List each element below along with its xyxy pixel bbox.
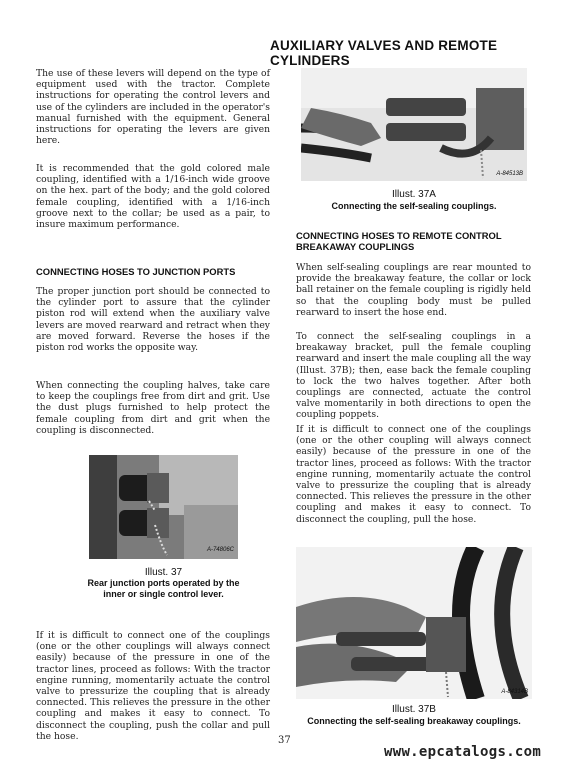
intro-paragraph: The use of these levers will depend on the type of equipment used with the tractor. Complete instructions for operating the control levers and use of the cylinders are included in the operator's manual furnished with the equipment. General instructions for operating the levers are given here. <box>36 68 270 147</box>
breakaway-couplings-image <box>296 547 532 699</box>
watermark: www.epcatalogs.com <box>384 744 542 760</box>
breakaway-connect-paragraph: To connect the self-sealing couplings in a breakaway bracket, pull the female coupling rearward and insert the male coupling all the way (Illust. 37B); then, ease back the female coupling to lock the two halves together. After both couplings are connected, actuate the control valve momentarily in both directions to open the coupling poppets. <box>296 331 531 421</box>
junction-port-paragraph: The proper junction port should be connected to the cylinder port to assure that the cylinder piston rod will extend when the auxiliary valve levers are moved rearward and retract when they are moved forward. Reverse the hoses if the piston rod works the opposite way. <box>36 286 270 354</box>
disconnect-paragraph-right: If it is difficult to connect one of the couplings (one or the other coupling will always connect easily) because of the pressure in one of the tractor lines, proceed as follows: With the tractor engine running, momentarily actuate the control valve to pressurize the coupling that is already connected. This relieves the pressure in the other coupling and makes it easy to connect. To disconnect the coupling, pull the hose. <box>296 424 531 525</box>
junction-ports-image <box>89 455 238 559</box>
photo-code-37: A-74806C <box>206 547 234 553</box>
illustration-37b-caption: Connecting the self-sealing breakaway couplings. <box>307 716 521 726</box>
illustration-37-caption: Rear junction ports operated by the inner or single control lever. <box>87 578 240 599</box>
photo-code-37b: A-84314B <box>501 689 528 695</box>
illustration-37-number: Illust. 37 <box>144 567 183 578</box>
coupling-halves-paragraph: When connecting the coupling halves, take care to keep the couplings free from dirt and grit. Use the dust plugs furnished to help protect the female coupling from dirt and grit when the coupling is disconnected. <box>36 380 270 436</box>
section-heading-junction-ports: CONNECTING HOSES TO JUNCTION PORTS <box>36 266 236 277</box>
disconnect-paragraph-left: If it is difficult to connect one of the couplings (one or the other couplings will always connect easily) because of the pressure in one of the tractor lines, proceed as follows: With the tractor engine running, momentarily actuate the control valve to pressurize the coupling that is already connected. This relieves the pressure in the other coupling and makes it easy to connect. To disconnect the coupling, push the collar and pull the hose. <box>36 630 270 742</box>
section-heading-breakaway: CONNECTING HOSES TO REMOTE CONTROL BREAKAWAY COUPLINGS <box>296 230 502 252</box>
illustration-37b-photo <box>296 547 532 699</box>
coupling-pair-paragraph: It is recommended that the gold colored male coupling, identified with a 1/16-inch wide groove on the hex. part of the body; and the gold colored female coupling, identified with a 1/16-inch groove next to the collar; be used as a pair, to insure maximum performance. <box>36 163 270 231</box>
illustration-37b-number: Illust. 37B <box>392 704 436 715</box>
photo-code-37a: A-84513B <box>496 171 523 177</box>
illustration-37-photo <box>89 455 238 559</box>
page-title: AUXILIARY VALVES AND REMOTE CYLINDERS <box>270 38 498 68</box>
illustration-37a-number: Illust. 37A <box>392 189 436 200</box>
self-sealing-couplings-image <box>301 68 527 181</box>
page-number: 37 <box>278 735 291 746</box>
breakaway-intro-paragraph: When self-sealing couplings are rear mounted to provide the breakaway feature, the collar or lock ball retainer on the female coupling is rigidly held so that the coupling body must be pulled rearward to insert the hose end. <box>296 262 531 318</box>
illustration-37a-photo <box>301 68 527 181</box>
illustration-37a-caption: Connecting the self-sealing couplings. <box>331 201 497 211</box>
